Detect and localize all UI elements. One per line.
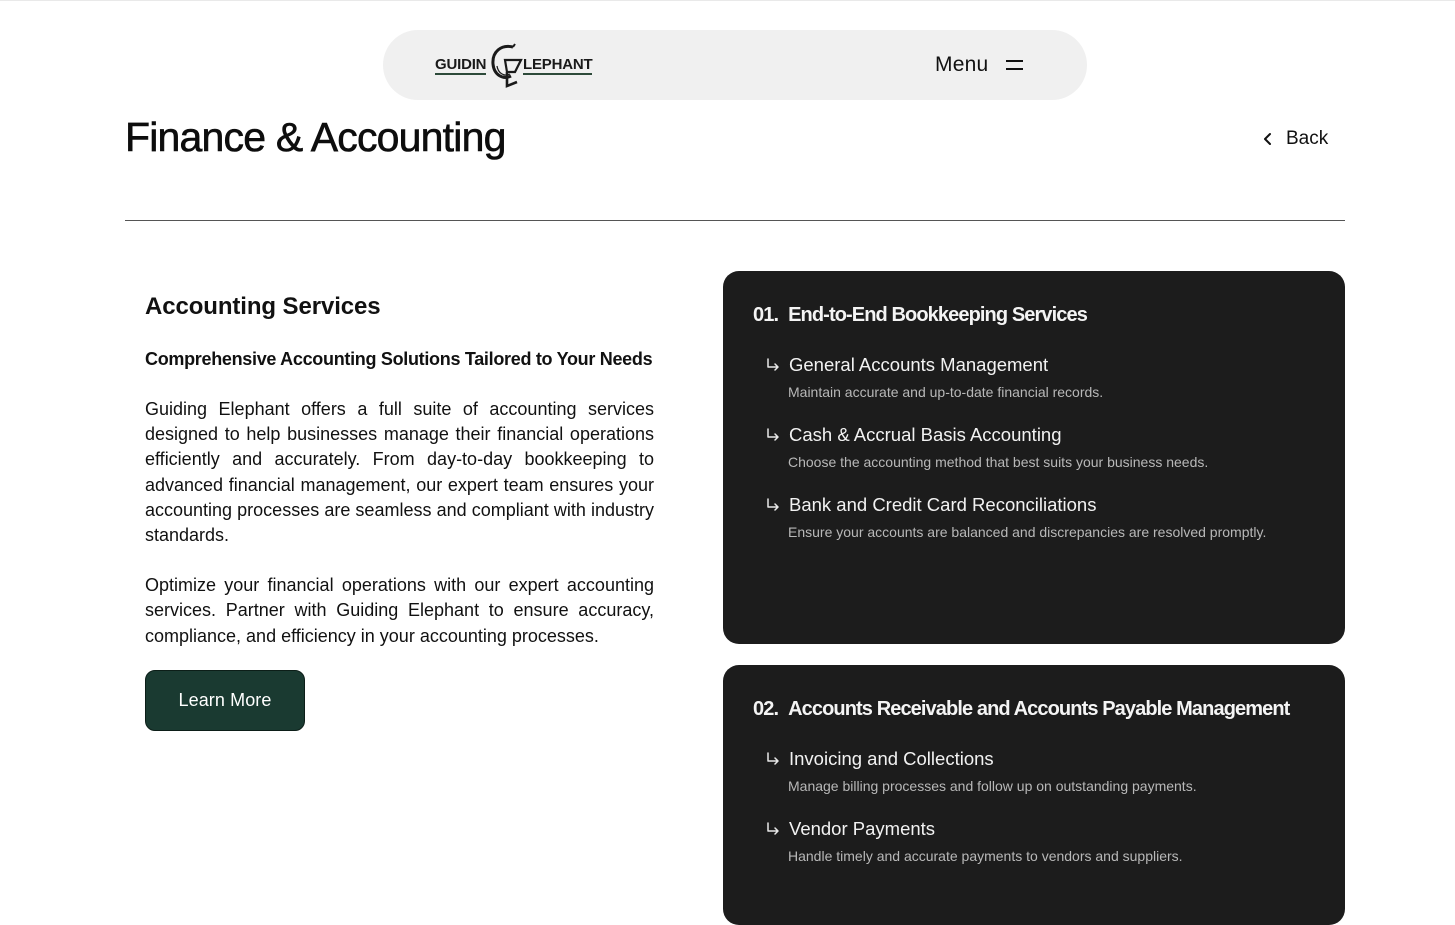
back-label: Back (1286, 128, 1329, 149)
service-card-ar-ap (723, 665, 1345, 925)
menu-label: Menu (935, 53, 989, 76)
arrow-turn-down-right-icon (765, 751, 781, 767)
accounting-services-intro (145, 290, 654, 731)
service-item (753, 423, 1315, 471)
arrow-turn-down-right-icon (765, 821, 781, 837)
closing-paragraph: Optimize your financial operations with our expert accounting services. Partner with Guiding Elephant to ensure accuracy, compliance, and efficiency in your accounting processes. (145, 575, 654, 646)
service-item-title: Vendor Payments (789, 818, 936, 839)
card-title: End-to-End Bookkeeping Services (788, 304, 1087, 326)
logo[interactable] (435, 42, 595, 88)
hamburger-icon (1006, 60, 1023, 70)
title-divider (125, 220, 1345, 221)
section-subtitle: Comprehensive Accounting Solutions Tailored to Your Needs (145, 349, 653, 369)
learn-more-button[interactable]: Learn More (145, 670, 305, 731)
logo-text-right: LEPHANT (523, 56, 593, 73)
service-item-title: Invoicing and Collections (789, 748, 994, 769)
service-item-description: Manage billing processes and follow up on outstanding payments. (788, 778, 1197, 794)
card-heading (753, 695, 1315, 723)
service-item-description: Handle timely and accurate payments to vendors and suppliers. (788, 848, 1183, 864)
back-link[interactable] (1262, 128, 1328, 150)
service-item (753, 493, 1315, 541)
section-title: Accounting Services (145, 293, 381, 320)
card-number: 01. (753, 304, 779, 326)
menu-button[interactable] (935, 51, 1023, 79)
card-heading (753, 301, 1315, 329)
service-item-title: Bank and Credit Card Reconciliations (789, 494, 1097, 515)
service-item (753, 747, 1315, 795)
chevron-left-icon (1262, 132, 1274, 146)
service-item-description: Choose the accounting method that best suits your business needs. (788, 454, 1209, 470)
card-title: Accounts Receivable and Accounts Payable Management (788, 698, 1290, 720)
service-item (753, 817, 1315, 865)
card-number: 02. (753, 698, 779, 720)
service-item-description: Ensure your accounts are balanced and discrepancies are resolved promptly. (788, 524, 1267, 540)
arrow-turn-down-right-icon (765, 497, 781, 513)
page-title: Finance & Accounting (125, 114, 506, 160)
service-item-title: General Accounts Management (789, 354, 1049, 375)
service-item-title: Cash & Accrual Basis Accounting (789, 424, 1062, 445)
site-header (383, 30, 1087, 100)
service-item-description: Maintain accurate and up-to-date financial records. (788, 384, 1104, 400)
service-card-bookkeeping (723, 271, 1345, 644)
arrow-turn-down-right-icon (765, 357, 781, 373)
intro-paragraph: Guiding Elephant offers a full suite of accounting services designed to help businesses manage their financial operations efficiently and accurately. From day-to-day bookkeeping to advanced financial management, our expert team ensures your accounting processes are seamless and compliant with industry standards. (145, 399, 654, 546)
logo-monogram-icon (487, 42, 527, 88)
top-border (0, 0, 1455, 1)
arrow-turn-down-right-icon (765, 427, 781, 443)
logo-text-left: GUIDIN (435, 56, 487, 73)
service-item (753, 353, 1315, 401)
